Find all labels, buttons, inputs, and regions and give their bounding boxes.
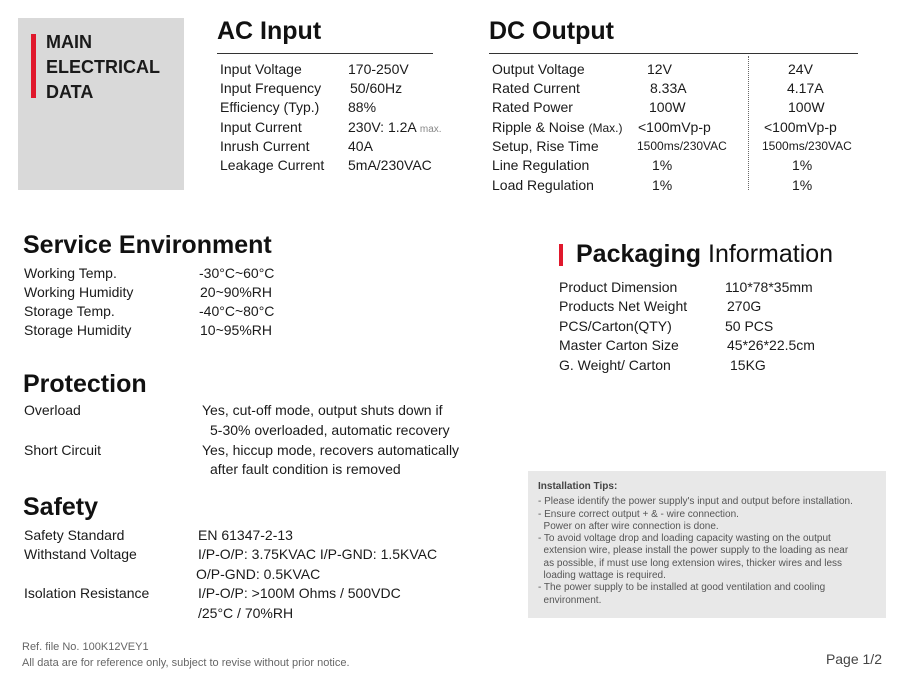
packaging-title: Packaging Information <box>576 240 834 268</box>
tip-line: loading wattage is required. <box>538 570 666 582</box>
med-line-1: MAIN <box>46 32 92 52</box>
installation-tips-box <box>528 471 886 618</box>
installation-tips-title: Installation Tips: <box>538 481 618 492</box>
tip-line: - Please identify the power supply's input and output before installation. <box>538 496 853 508</box>
packaging-accent-bar <box>559 244 563 266</box>
safety-title: Safety <box>23 493 99 521</box>
ac-input-rule <box>217 53 433 54</box>
protection-title: Protection <box>23 370 147 398</box>
dc-output-column-separator <box>748 56 749 190</box>
tip-line: as possible, if must use long extension wires, thicker wires and less <box>538 557 843 569</box>
page-number: Page 1/2 <box>825 651 882 667</box>
ac-input-title: AC Input <box>217 17 322 45</box>
med-line-2: ELECTRICAL <box>46 57 160 77</box>
dc-output-title: DC Output <box>489 17 614 45</box>
tip-line: Power on after wire connection is done. <box>538 520 719 532</box>
service-environment-title: Service Environment <box>23 231 272 259</box>
dc-output-rule <box>489 53 858 54</box>
tip-line: - The power supply to be installed at good ventilation and cooling <box>538 582 826 594</box>
ref-file-number: Ref. file No. 100K12VEY1 <box>22 641 149 653</box>
tip-line: extension wire, please install the power supply to the loading as near <box>538 545 849 557</box>
tip-line: - To avoid voltage drop and loading capacity wasting on the output <box>538 533 831 545</box>
tip-line: environment. <box>538 594 602 606</box>
main-electrical-data-box <box>18 18 184 190</box>
disclaimer: All data are for reference only, subject to revise without prior notice. <box>22 657 350 669</box>
med-line-3: DATA <box>46 82 94 102</box>
tip-line: - Ensure correct output + & - wire connection. <box>538 508 739 520</box>
main-electrical-data-label <box>46 30 160 105</box>
accent-bar <box>31 34 36 98</box>
